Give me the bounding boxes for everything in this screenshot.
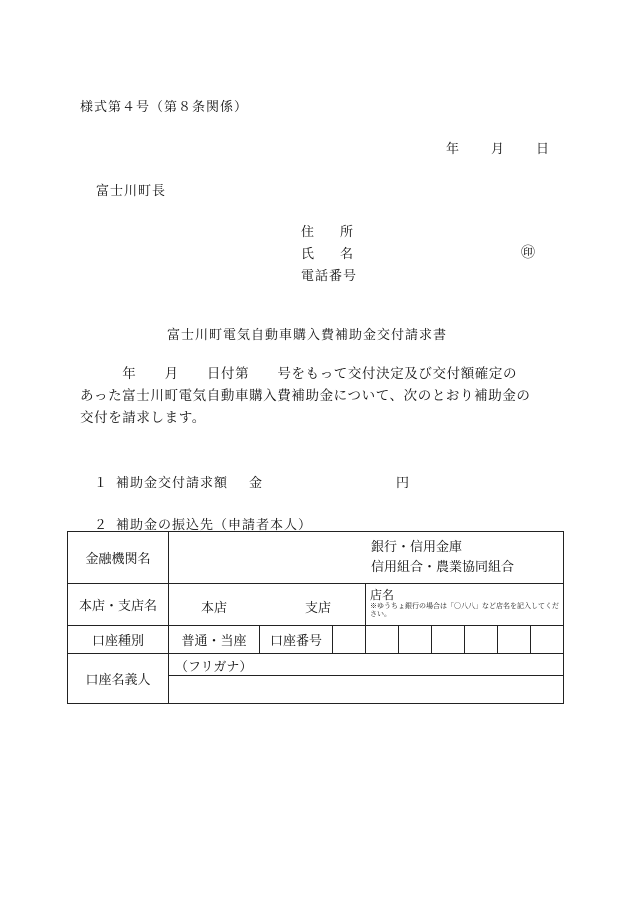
furigana-cell[interactable] xyxy=(169,654,564,676)
furigana-label: （フリガナ） xyxy=(175,660,253,675)
item-number: ２ xyxy=(94,518,108,533)
account-digit-cell[interactable] xyxy=(432,626,465,654)
seal-mark: ㊞ xyxy=(521,245,535,261)
branch-name-cell[interactable] xyxy=(169,584,366,626)
store-name-cell[interactable] xyxy=(366,584,564,626)
document-title: 富士川町電気自動車購入費補助金交付請求書 xyxy=(167,328,448,343)
account-digit-cell[interactable] xyxy=(465,626,498,654)
institution-type-option: 信用組合・農業協同組合 xyxy=(371,559,515,575)
head-office-option: 本店 xyxy=(201,601,228,616)
account-type-label: 口座種別 xyxy=(68,626,169,654)
body-line: 交付を請求します。 xyxy=(80,410,206,426)
date-year: 年 xyxy=(446,142,460,157)
bank-account-table xyxy=(67,531,564,704)
account-digit-cell[interactable] xyxy=(333,626,366,654)
item-number: １ xyxy=(94,476,108,491)
account-holder-name-cell[interactable] xyxy=(169,676,564,704)
institution-label: 金融機関名 xyxy=(68,532,169,584)
institution-name-cell[interactable] xyxy=(169,532,564,584)
address-label: 住 所 xyxy=(301,225,354,240)
account-digit-cell[interactable] xyxy=(366,626,399,654)
account-number-label: 口座番号 xyxy=(260,626,333,654)
account-digit-cell[interactable] xyxy=(399,626,432,654)
addressee: 富士川町長 xyxy=(96,184,167,199)
currency-unit: 円 xyxy=(396,476,410,491)
account-type-options[interactable]: 普通・当座 xyxy=(169,626,260,654)
body-paragraph xyxy=(80,363,560,429)
branch-office-option: 支店 xyxy=(305,601,332,616)
date-day: 日 xyxy=(536,142,550,157)
body-line: 年 月 日付第 号をもって交付決定及び交付額確定の xyxy=(80,366,518,382)
store-name-note: ※ゆうちょ銀行の場合は「〇八八」など店名を記入してください。 xyxy=(370,602,559,618)
branch-label: 本店・支店名 xyxy=(68,584,169,626)
date-month: 月 xyxy=(491,142,505,157)
form-number: 様式第４号（第８条関係） xyxy=(80,100,249,115)
store-name-label: 店名 xyxy=(370,588,395,602)
institution-type-option: 銀行・信用金庫 xyxy=(371,539,463,555)
account-digit-cell[interactable] xyxy=(531,626,564,654)
phone-label: 電話番号 xyxy=(301,269,358,284)
name-label: 氏 名 xyxy=(301,247,354,262)
currency-prefix: 金 xyxy=(249,476,263,491)
item-label: 補助金の振込先（申請者本人） xyxy=(116,518,313,533)
body-line: あった富士川町電気自動車購入費補助金について、次のとおり補助金の xyxy=(80,388,531,404)
item-label: 補助金交付請求額 xyxy=(116,476,229,491)
account-digit-cell[interactable] xyxy=(498,626,531,654)
account-holder-label: 口座名義人 xyxy=(68,654,169,704)
